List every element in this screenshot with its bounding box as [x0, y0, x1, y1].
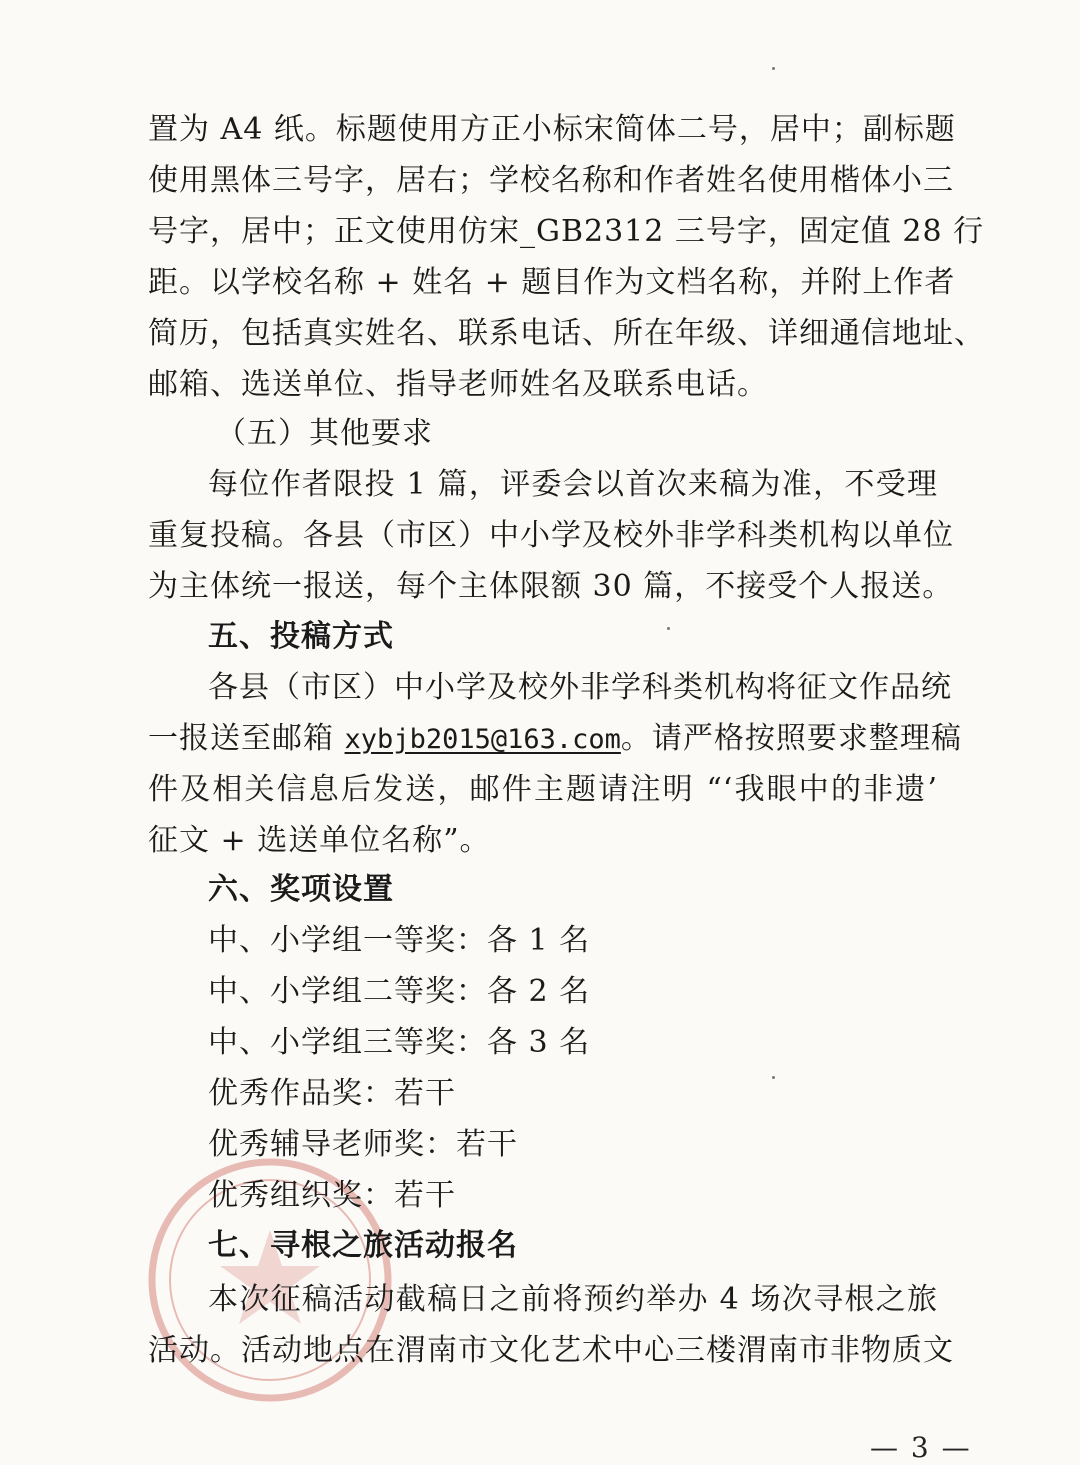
- other-requirements-heading: （五）其他要求: [216, 416, 433, 451]
- submission-line-2: [148, 719, 962, 759]
- submission-line-2-suffix: 。请严格按照要求整理稿: [620, 721, 962, 756]
- root-trip-heading: 七、寻根之旅活动报名: [208, 1228, 518, 1263]
- format-line-5: 简历，包括真实姓名、联系电话、所在年级、详细通信地址、: [148, 316, 985, 351]
- submission-line-3: 件及相关信息后发送，邮件主题请注明 “‘我眼中的非遗’: [148, 772, 938, 807]
- submission-line-4: 征文 + 选送单位名称”。: [148, 823, 491, 858]
- other-line-2: 重复投稿。各县（市区）中小学及校外非学科类机构以单位: [148, 518, 954, 553]
- format-line-4: 距。以学校名称 + 姓名 + 题目作为文档名称，并附上作者: [148, 265, 956, 300]
- award-item: 中、小学组三等奖：各 3 名: [208, 1025, 591, 1060]
- root-trip-line-1: 本次征稿活动截稿日之前将预约举办 4 场次寻根之旅: [208, 1282, 938, 1317]
- email-link[interactable]: xybjb2015@163.com: [344, 724, 621, 755]
- award-item: 中、小学组一等奖：各 1 名: [208, 923, 591, 958]
- award-item: 中、小学组二等奖：各 2 名: [208, 974, 591, 1009]
- format-line-2: 使用黑体三号字，居右；学校名称和作者姓名使用楷体小三: [148, 163, 954, 198]
- root-trip-line-2: 活动。活动地点在渭南市文化艺术中心三楼渭南市非物质文: [148, 1333, 954, 1368]
- submission-line-1: 各县（市区）中小学及校外非学科类机构将征文作品统: [208, 670, 952, 705]
- format-line-1: 置为 A4 纸。标题使用方正小标宋简体二号，居中；副标题: [148, 112, 956, 147]
- page-number: — 3 —: [870, 1431, 972, 1464]
- other-line-1: 每位作者限投 1 篇，评委会以首次来稿为准，不受理: [208, 467, 938, 502]
- format-line-3: 号字，居中；正文使用仿宋_GB2312 三号字，固定值 28 行: [148, 214, 985, 249]
- awards-heading: 六、奖项设置: [208, 872, 394, 907]
- format-line-6: 邮箱、选送单位、指导老师姓名及联系电话。: [148, 367, 768, 402]
- award-item: 优秀组织奖：若干: [208, 1178, 456, 1213]
- scan-speck: [772, 67, 775, 70]
- other-line-3: 为主体统一报送，每个主体限额 30 篇，不接受个人报送。: [148, 569, 954, 604]
- submission-line-2-prefix: 一报送至邮箱: [148, 721, 345, 756]
- submission-heading: 五、投稿方式: [208, 619, 394, 654]
- award-item: 优秀辅导老师奖：若干: [208, 1127, 518, 1162]
- award-item: 优秀作品奖：若干: [208, 1076, 456, 1111]
